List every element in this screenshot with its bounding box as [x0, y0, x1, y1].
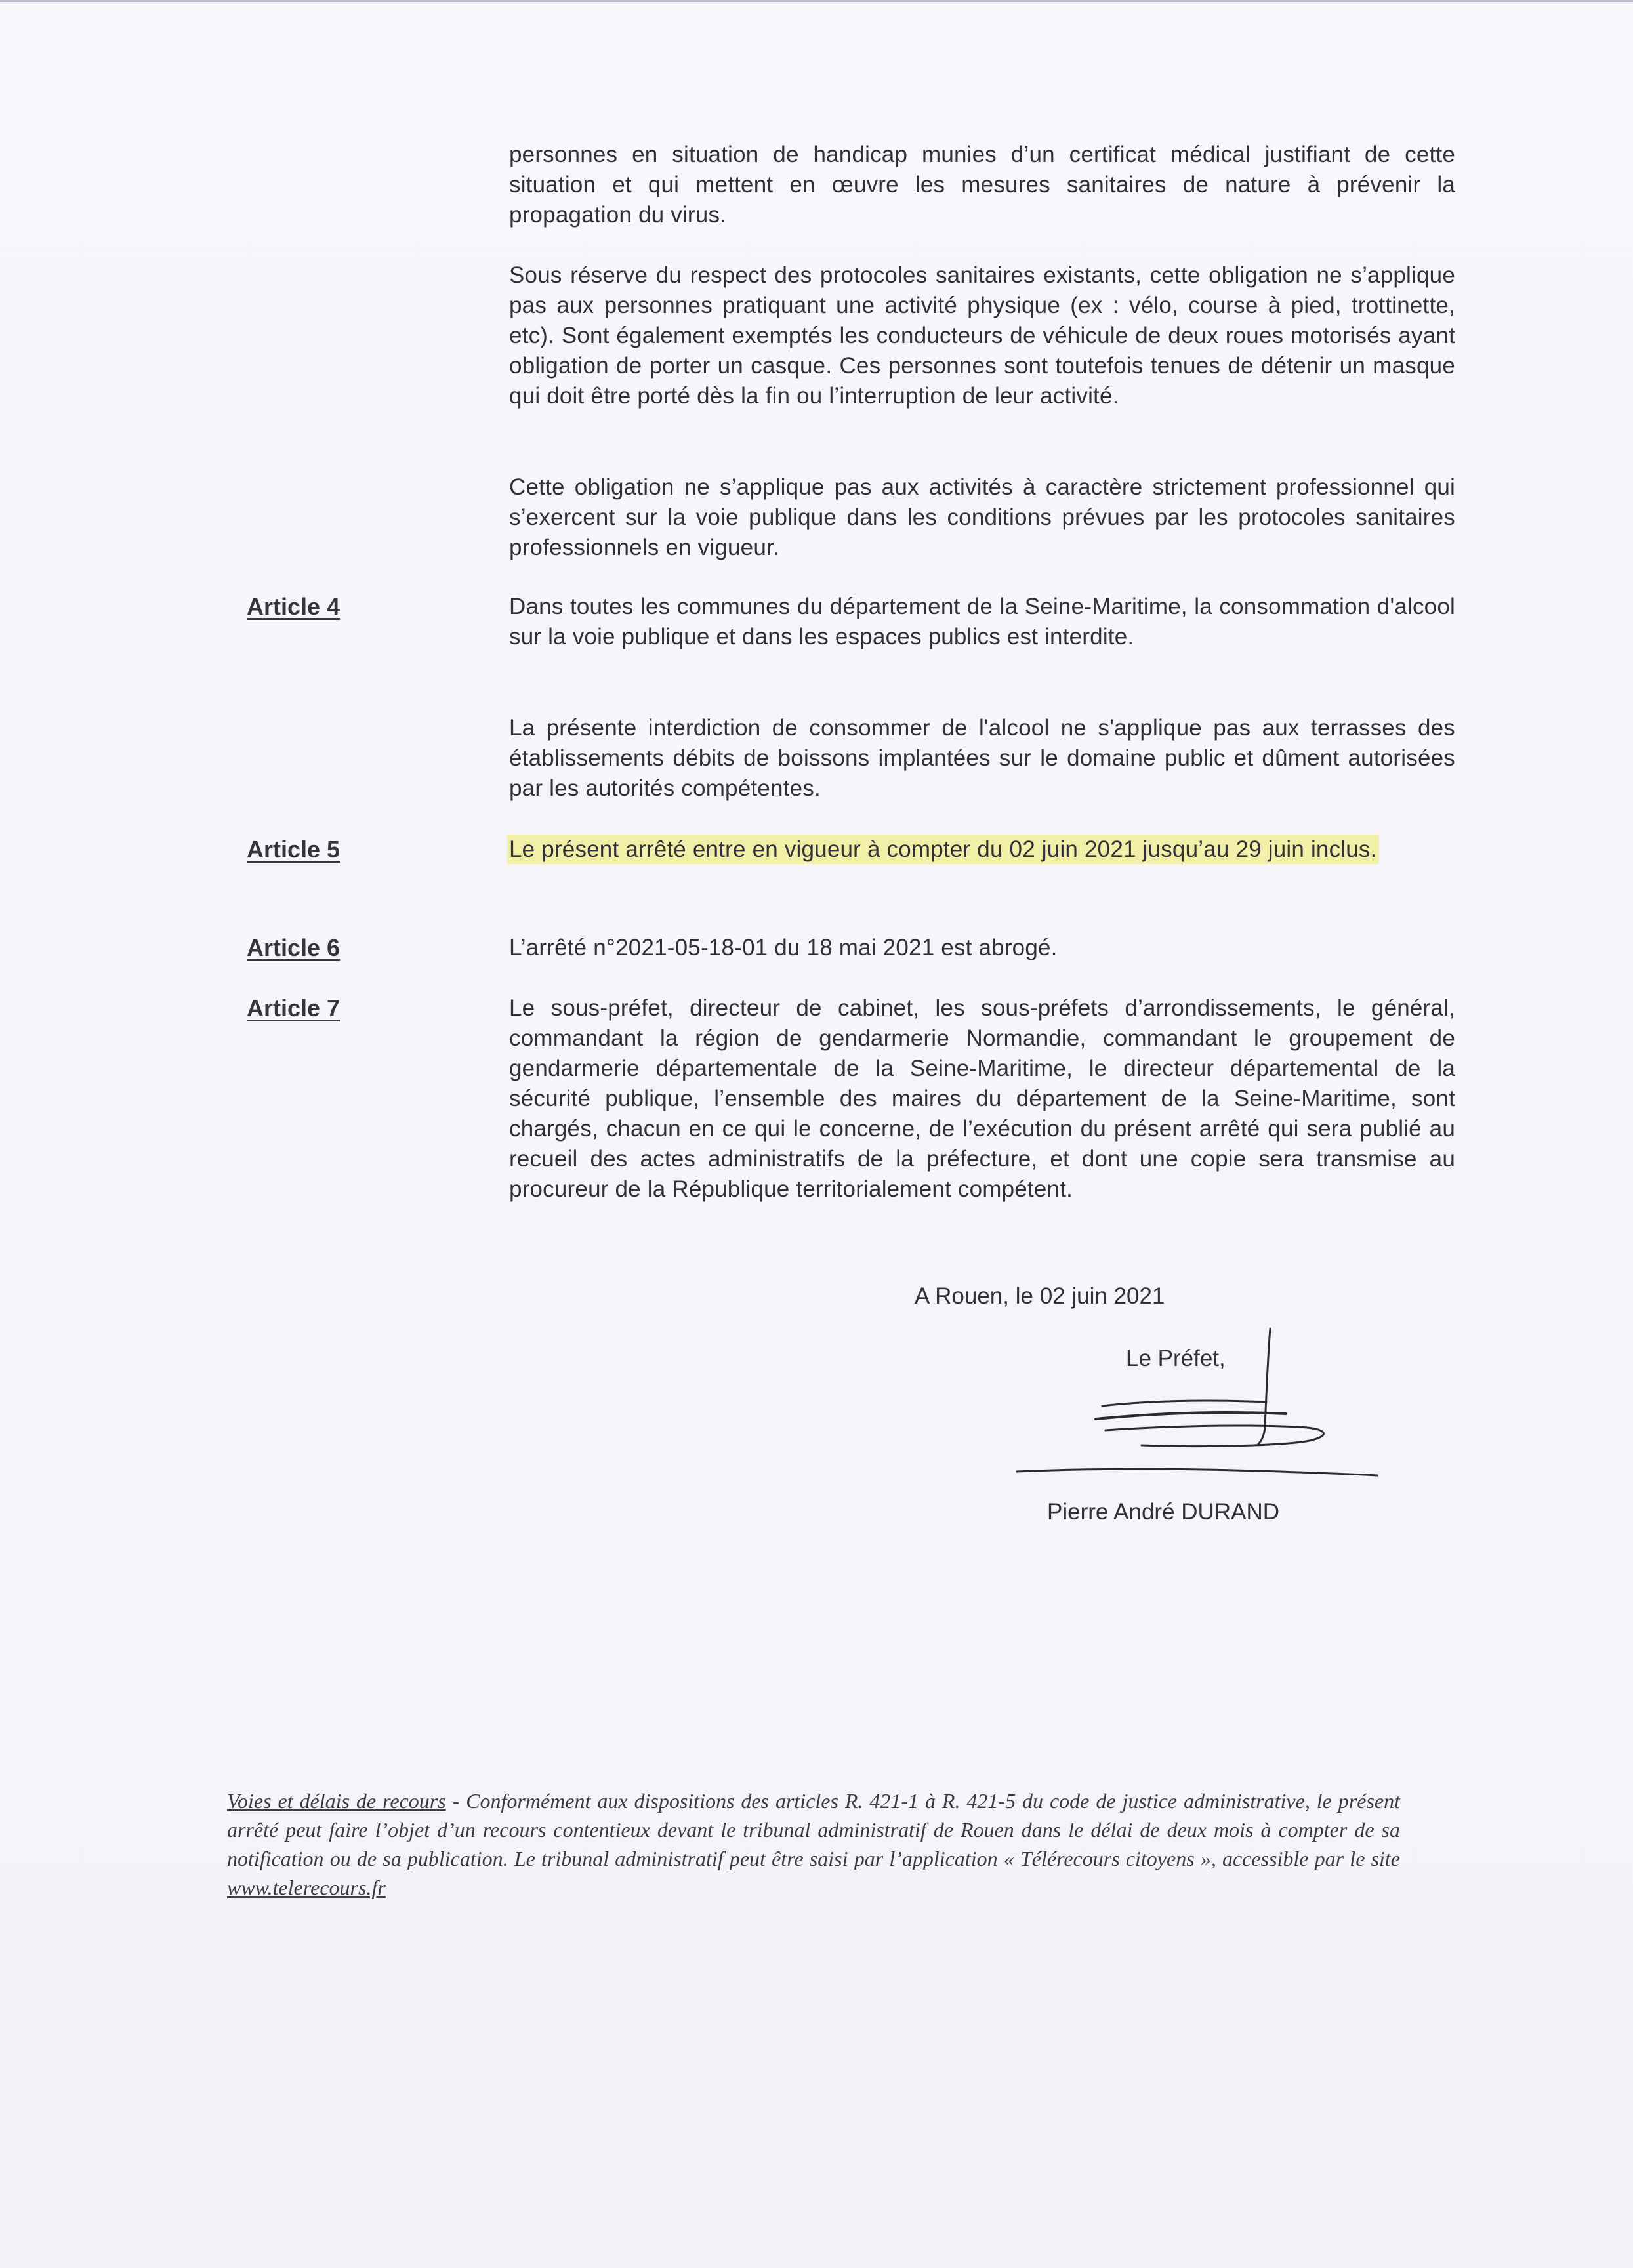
article-4-label: Article 4 — [247, 593, 341, 620]
article-6-label: Article 6 — [247, 934, 341, 961]
article-4-text: Dans toutes les communes du département de la Seine-Maritime, la consommation d'alcool sur la voie publique et dans les espaces publics est interdite. — [509, 594, 1455, 649]
telerecours-link[interactable]: www.telerecours.fr — [227, 1876, 386, 1899]
paragraph-exemptions-sport: Sous réserve du respect des protocoles sanitaires existants, cette obligation ne s’applique pas aux personnes pratiquant une activité physique (ex : vélo, course à pied, trottinette, etc). Sont également exemptés les conducteurs de véhicule de deux roues motorisés ayant obligation de porter un casque. Ces personnes sont toutefois tenues de détenir un masque qui doit être porté dès la fin ou l’interruption de leur activité. — [509, 262, 1455, 409]
article-4-text-2: La présente interdiction de consommer de l'alcool ne s'applique pas aux terrasses des établissements débits de boissons implantées sur le domaine public et dûment autorisées par les autorités compétentes. — [509, 715, 1455, 801]
handwritten-signature — [1010, 1322, 1378, 1486]
article-5-text — [509, 835, 1455, 865]
scan-top-edge — [0, 0, 1633, 2]
article-5-highlighted-text: Le présent arrêté entre en vigueur à compter du 02 juin 2021 jusqu’au 29 juin inclus. — [509, 836, 1377, 862]
appeal-notice — [227, 1786, 1400, 1902]
paragraph-exemptions-handicap: personnes en situation de handicap munies d’un certificat médical justifiant de cette situation et qui mettent en œuvre les mesures sanitaires de nature à prévenir la propagation du virus. — [509, 142, 1455, 228]
place-and-date: A Rouen, le 02 juin 2021 — [915, 1283, 1165, 1309]
appeal-notice-text: - Conformément aux dispositions des articles R. 421-1 à R. 421-5 du code de justice administrative, le présent arrêté peut faire l’objet d’un recours contentieux devant le tribunal administratif de Rouen dans le délai de deux mois à compter de sa notification ou de sa publication. Le tribunal administratif peut être saisi par l’application « Télérecours citoyens », accessible par le site — [227, 1789, 1400, 1870]
paragraph-exemptions-professional: Cette obligation ne s’applique pas aux activités à caractère strictement professionnel qui s’exercent sur la voie publique dans les conditions prévues par les protocoles sanitaires professionnels en vigueur. — [509, 474, 1455, 560]
appeal-notice-heading: Voies et délais de recours — [227, 1789, 446, 1813]
article-5-label: Article 5 — [247, 836, 341, 863]
article-7-text: Le sous-préfet, directeur de cabinet, les sous-préfets d’arrondissements, le général, commandant la région de gendarmerie Normandie, commandant le groupement de gendarmerie départementale de la Seine-Maritime, le directeur départemental de la sécurité publique, l’ensemble des maires du département de la Seine-Maritime, sont chargés, chacun en ce qui le concerne, de l’exécution du présent arrêté qui sera publié au recueil des actes administratifs de la préfecture, et dont une copie sera transmise au procureur de la République territorialement compétent. — [509, 995, 1455, 1202]
article-6-text: L’arrêté n°2021-05-18-01 du 18 mai 2021 est abrogé. — [509, 935, 1058, 960]
signatory-title: Le Préfet, — [1126, 1346, 1226, 1371]
article-7-label: Article 7 — [247, 995, 341, 1021]
signatory-name: Pierre André DURAND — [1047, 1499, 1279, 1525]
